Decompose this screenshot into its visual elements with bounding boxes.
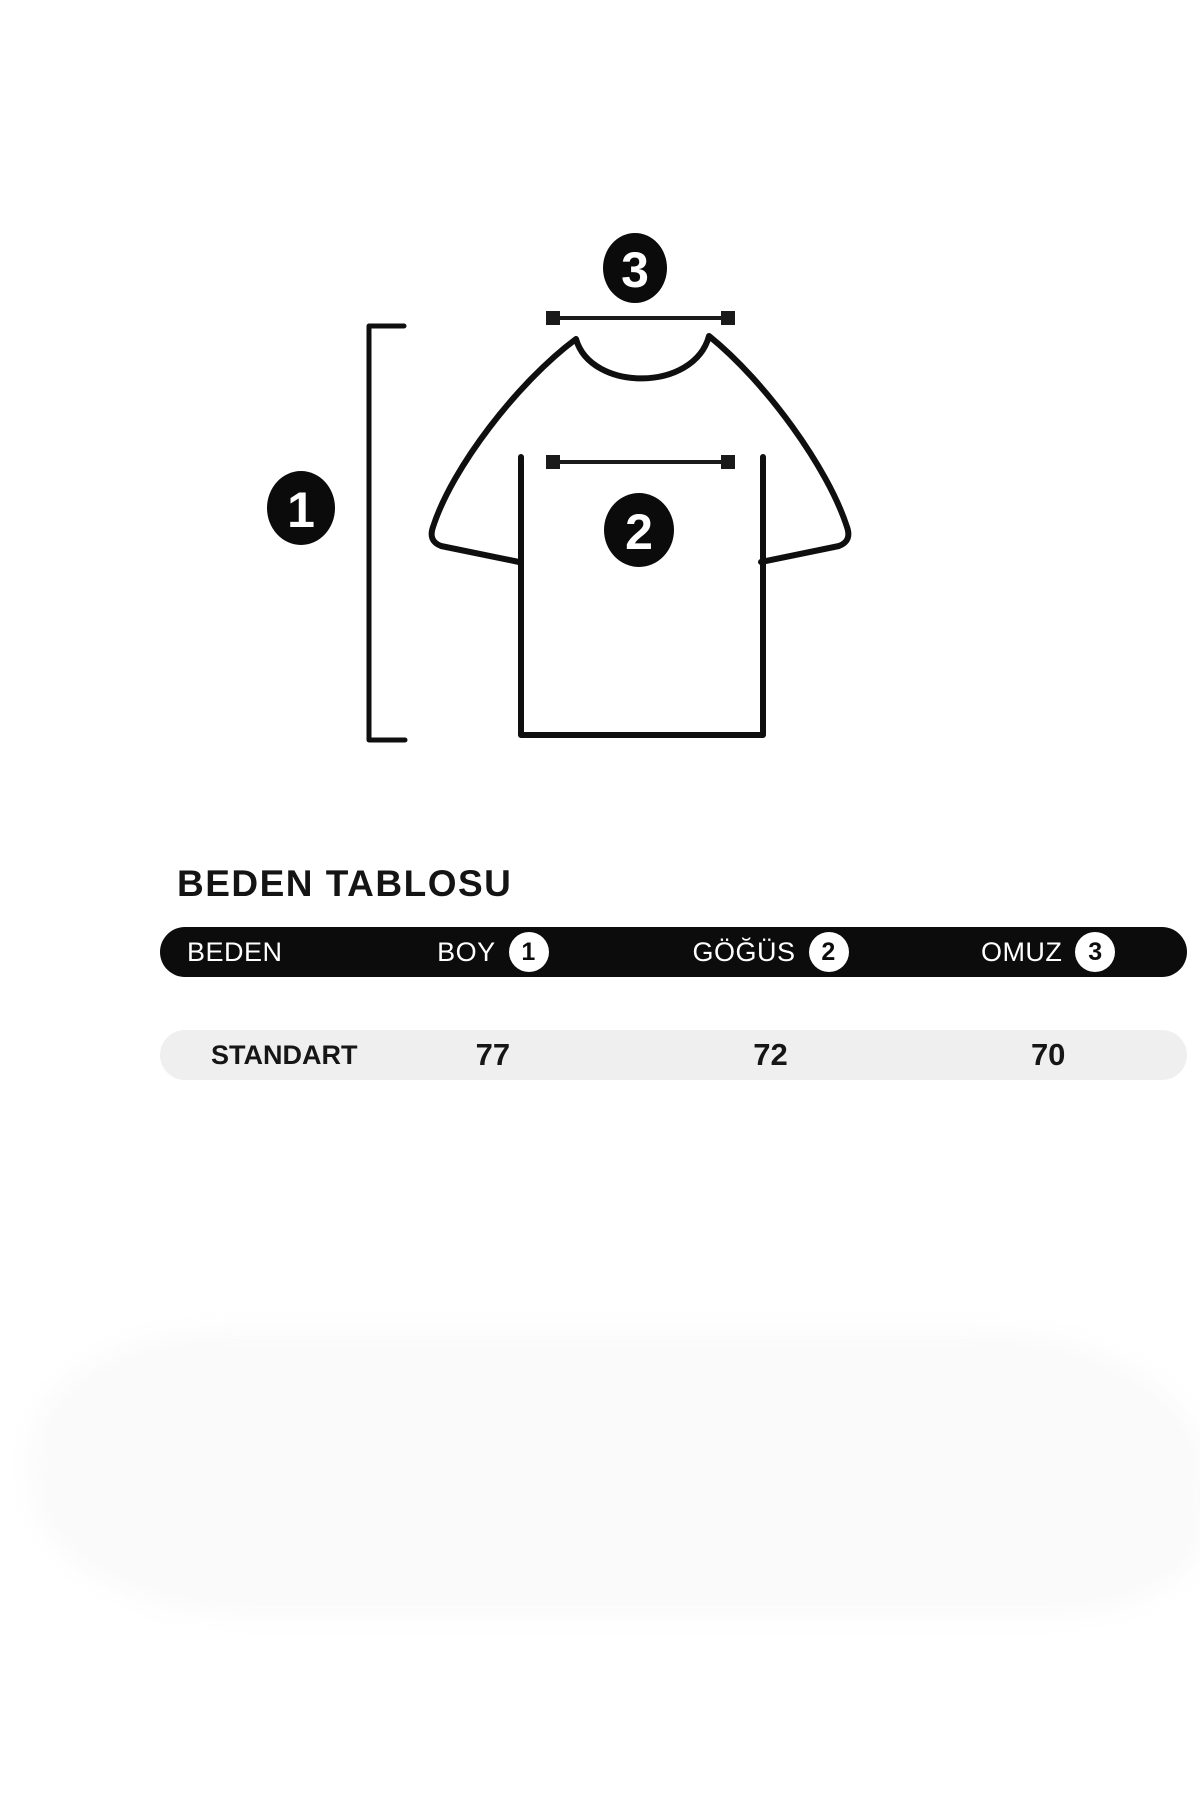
tshirt-measure-diagram — [0, 0, 1200, 800]
measure-badge-2 — [604, 493, 674, 567]
measure-badge-3 — [603, 233, 667, 303]
size-chart-title: BEDEN TABLOSU — [177, 863, 513, 904]
measure-badge-1 — [267, 471, 335, 545]
row-value-gogus: 72 — [753, 1037, 788, 1072]
row-value-boy: 77 — [475, 1037, 511, 1072]
header-cell-boy — [354, 932, 632, 972]
header-label-boy: BOY — [437, 936, 496, 967]
header-cell-omuz — [909, 932, 1187, 972]
svg-text:2: 2 — [625, 504, 653, 560]
header-label-gogus: GÖĞÜS — [692, 936, 796, 967]
header-cell-gogus — [632, 932, 910, 972]
header-badge-3: 3 — [1075, 932, 1115, 972]
header-badge-2: 2 — [809, 932, 849, 972]
svg-text:3: 3 — [621, 242, 649, 298]
header-badge-1: 1 — [509, 932, 549, 972]
faded-background-blob — [30, 1330, 1200, 1615]
header-label-omuz: OMUZ — [980, 936, 1063, 967]
size-table-row — [160, 1030, 1187, 1080]
svg-text:1: 1 — [287, 482, 315, 538]
row-size-label: STANDART — [211, 1039, 358, 1070]
size-table-header — [160, 927, 1187, 977]
header-cell-size: BEDEN — [187, 936, 283, 967]
row-value-omuz: 70 — [1030, 1037, 1066, 1072]
shoulder-measure-line — [546, 311, 735, 325]
chest-measure-line — [546, 455, 735, 469]
length-bracket — [369, 326, 405, 740]
